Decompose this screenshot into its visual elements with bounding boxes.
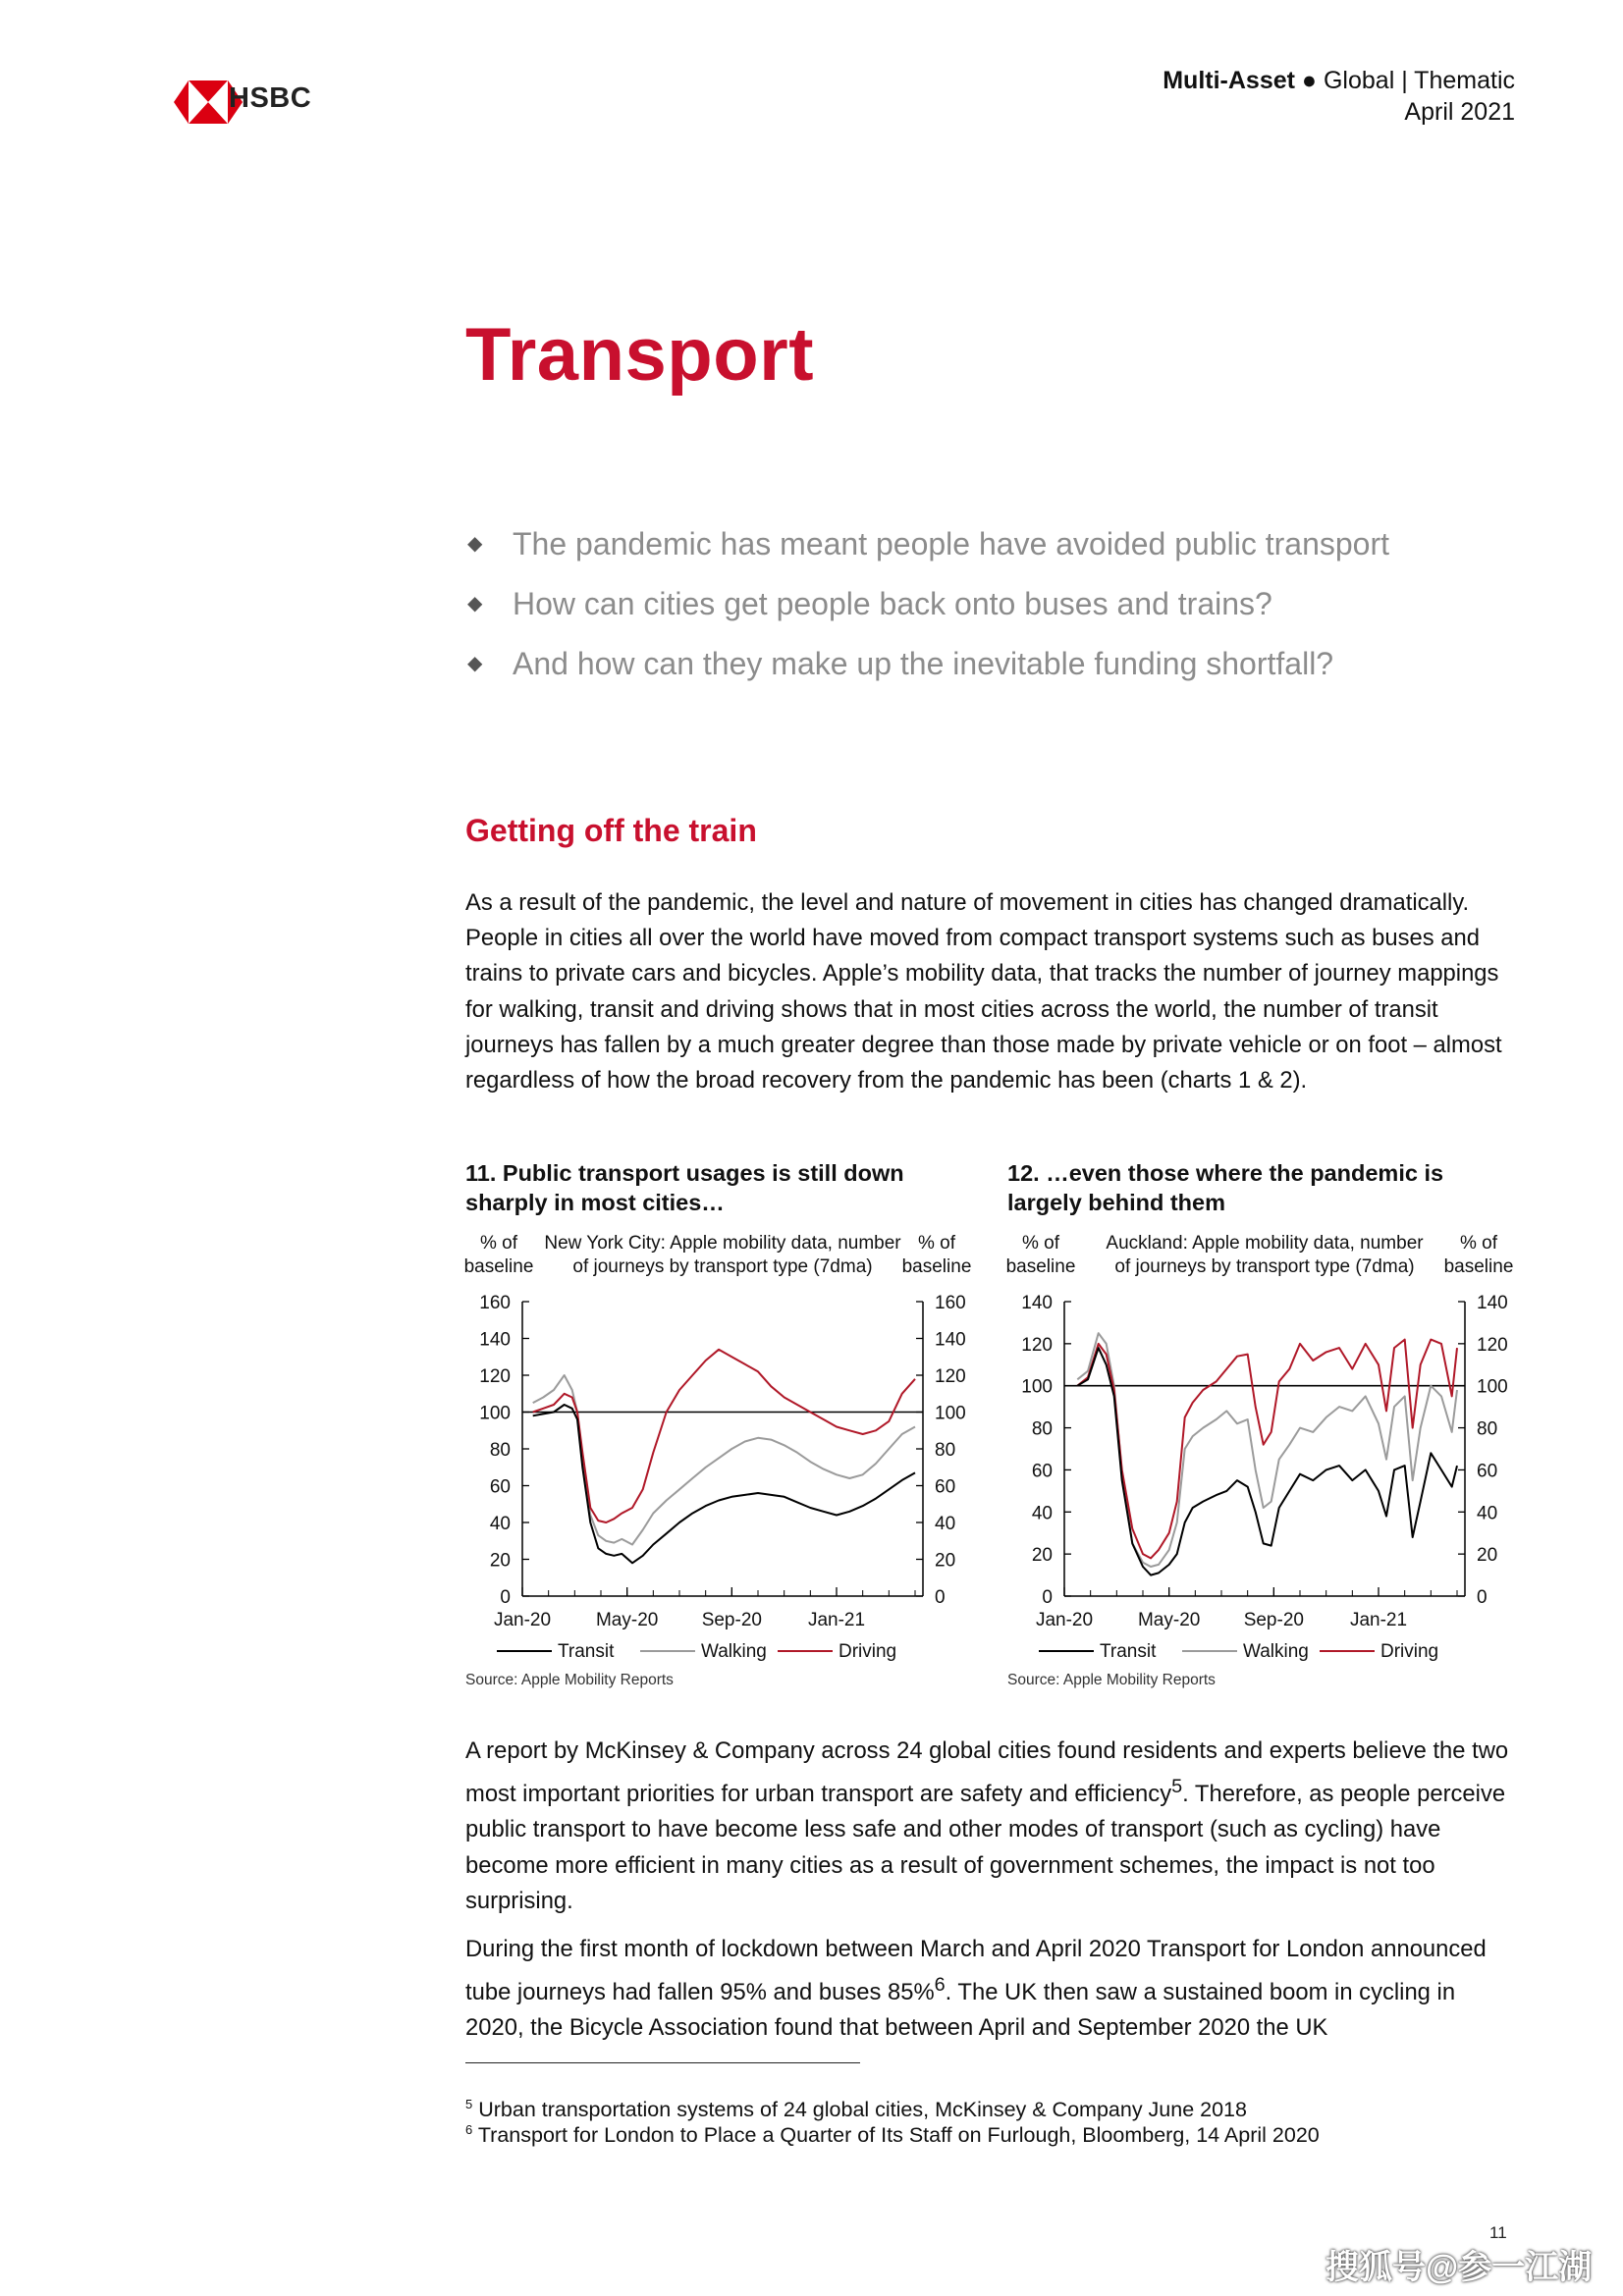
section-heading: Getting off the train — [465, 813, 757, 848]
y-axis-label-line: baseline — [1005, 1256, 1076, 1277]
y-tick-label-right: 20 — [935, 1550, 956, 1572]
x-tick-label: Jan-21 — [807, 1610, 866, 1630]
chart-title-line: of journeys by transport type (7dma) — [572, 1256, 873, 1277]
chart-12-title: 12. …even those where the pandemic is largely behind them — [1007, 1160, 1444, 1215]
y-tick-label-left: 0 — [500, 1587, 511, 1608]
y-axis-label-left — [464, 1233, 534, 1277]
y-tick-label-right: 60 — [935, 1476, 956, 1498]
legend-label-driving: Driving — [839, 1641, 897, 1662]
y-tick-label-right: 0 — [1477, 1587, 1488, 1608]
y-tick-label-left: 20 — [1031, 1545, 1053, 1567]
y-tick-label-right: 140 — [1477, 1293, 1508, 1313]
y-axis-label-line: % of — [479, 1233, 518, 1254]
y-tick-label-right: 100 — [1477, 1376, 1508, 1398]
x-tick-label: May-20 — [1137, 1610, 1201, 1630]
chart-12-source: Source: Apple Mobility Reports — [1007, 1672, 1216, 1688]
report-date: April 2021 — [1404, 98, 1515, 126]
key-point: ◆ How can cities get people back onto buses and trains? — [465, 574, 1389, 634]
intro-paragraph: As a result of the pandemic, the level and nature of movement in cities has changed dramatically. People in cities all over the world have moved from compact transport systems such as buses and trains to private cars and bicycles. Apple’s mobility data, that tracks the number of journey mappings for walking, transit and driving shows that in most cities across the world, the number of transit journeys has fallen by a much greater degree than those made by private vehicle or on foot – almost regardless of how the broad recovery from the pandemic has been (charts 1 & 2). — [465, 889, 1502, 1095]
series-driving-line — [533, 1350, 915, 1522]
y-tick-label-left: 100 — [1021, 1376, 1053, 1398]
key-point: ◆ The pandemic has meant people have avoided public transport — [465, 514, 1389, 574]
chart-11-nyc — [458, 1227, 988, 1669]
y-tick-label-left: 140 — [1021, 1293, 1053, 1313]
series-transit-line — [1077, 1348, 1457, 1575]
y-tick-label-left: 80 — [489, 1440, 511, 1461]
brand-name: HSBC — [229, 82, 312, 114]
y-tick-label-left: 80 — [1031, 1418, 1053, 1440]
y-tick-label-left: 40 — [1031, 1503, 1053, 1524]
footnote-ref: 5 — [1171, 1776, 1183, 1798]
paragraph-text: During the first month of lockdown between March and April 2020 Transport for London announced tube journeys had fallen 95% and buses 85% — [465, 1936, 1487, 2006]
y-tick-label-left: 100 — [479, 1403, 511, 1424]
y-tick-label-right: 20 — [1477, 1545, 1498, 1567]
chart-title-line: Auckland: Apple mobility data, number — [1106, 1233, 1424, 1254]
y-axis-label-line: % of — [1021, 1233, 1060, 1254]
y-tick-label-left: 120 — [479, 1366, 511, 1387]
y-axis-label-right — [902, 1233, 972, 1277]
footnote-text: Transport for London to Place a Quarter of Its Staff on Furlough, Bloomberg, 14 April 2020 — [477, 2123, 1320, 2148]
x-tick-label: May-20 — [595, 1610, 659, 1630]
x-tick-label: Jan-21 — [1349, 1610, 1408, 1630]
y-tick-label-right: 80 — [1477, 1418, 1498, 1440]
series-driving-line — [1077, 1340, 1457, 1559]
footnote-number: 5 — [465, 2097, 473, 2111]
chart-title — [1106, 1233, 1424, 1277]
y-tick-label-right: 160 — [935, 1293, 966, 1313]
y-tick-label-left: 120 — [1021, 1334, 1053, 1356]
legend-label-driving: Driving — [1380, 1641, 1439, 1662]
y-tick-label-left: 140 — [479, 1329, 511, 1351]
footnote-ref: 6 — [934, 1974, 946, 1997]
y-tick-label-right: 100 — [935, 1403, 966, 1424]
paragraph-text: A report by McKinsey & Company across 24 global cities found residents and experts believe the two most important priorities for urban transport are safety and efficiency — [465, 1737, 1509, 1808]
y-axis-label-left — [1006, 1233, 1076, 1277]
y-tick-label-right: 0 — [935, 1587, 946, 1608]
chart-title-line: New York City: Apple mobility data, number — [544, 1233, 901, 1254]
key-points-list — [465, 514, 1389, 694]
x-tick-label: Jan-20 — [493, 1610, 552, 1630]
paragraph-text: . The UK then saw a sustained boom in cycling in 2020, the Bicycle Association found that between April and September 2020 the UK — [465, 1979, 1456, 2042]
report-tags: Global | Thematic — [1323, 67, 1515, 94]
chart-11-title: 11. Public transport usages is still down sharply in most cities… — [465, 1160, 904, 1215]
watermark: 搜狐号@参一江湖 — [1325, 2249, 1593, 2286]
legend-label-transit: Transit — [558, 1641, 615, 1662]
report-type: Multi-Asset — [1163, 67, 1295, 94]
legend-label-transit: Transit — [1100, 1641, 1157, 1662]
y-axis-label-right — [1444, 1233, 1514, 1277]
y-tick-label-right: 140 — [935, 1329, 966, 1351]
footnote-text: Urban transportation systems of 24 global cities, McKinsey & Company June 2018 — [478, 2098, 1247, 2122]
y-axis-label-line: % of — [917, 1233, 956, 1254]
y-tick-label-left: 60 — [1031, 1461, 1053, 1482]
y-tick-label-right: 40 — [935, 1514, 956, 1534]
y-tick-label-left: 0 — [1042, 1587, 1053, 1608]
x-tick-label: Sep-20 — [1243, 1610, 1304, 1630]
y-tick-label-right: 80 — [935, 1440, 956, 1461]
footnote-6 — [465, 2122, 1320, 2148]
x-tick-label: Jan-20 — [1035, 1610, 1094, 1630]
paragraph-text: . Therefore, as people perceive public transport to have become less safe and other modes of transport (such as cycling) have become more efficient in many cities as a result of government schemes, the impact is not too surprising. — [465, 1781, 1506, 1914]
y-tick-label-left: 20 — [489, 1550, 511, 1572]
y-tick-label-left: 60 — [489, 1476, 511, 1498]
page-title: Transport — [465, 313, 814, 397]
y-axis-label-line: % of — [1459, 1233, 1498, 1254]
legend-label-walking: Walking — [701, 1641, 767, 1662]
x-tick-label: Sep-20 — [701, 1610, 762, 1630]
series-transit-line — [533, 1405, 915, 1563]
bullet-dot: ● — [1301, 67, 1318, 94]
paragraph-tfl — [465, 1932, 1516, 2047]
report-header — [1163, 65, 1515, 128]
legend-label-walking: Walking — [1243, 1641, 1309, 1662]
y-axis-label-line: baseline — [1443, 1256, 1514, 1277]
y-axis-label-line: baseline — [901, 1256, 972, 1277]
footnote-number: 6 — [465, 2122, 473, 2137]
y-axis-label-line: baseline — [463, 1256, 534, 1277]
chart-11-source: Source: Apple Mobility Reports — [465, 1672, 674, 1688]
y-tick-label-left: 40 — [489, 1514, 511, 1534]
chart-12-auckland — [1000, 1227, 1530, 1669]
y-tick-label-right: 120 — [935, 1366, 966, 1387]
y-tick-label-left: 160 — [479, 1293, 511, 1313]
y-tick-label-right: 60 — [1477, 1461, 1498, 1482]
chart-title-line: of journeys by transport type (7dma) — [1114, 1256, 1415, 1277]
page-number: 11 — [1489, 2223, 1507, 2242]
y-tick-label-right: 120 — [1477, 1334, 1508, 1356]
chart-title — [544, 1233, 901, 1277]
footnote-5 — [465, 2097, 1247, 2122]
key-point: ◆ And how can they make up the inevitable funding shortfall? — [465, 634, 1389, 694]
footnote-divider — [465, 2062, 860, 2063]
y-tick-label-right: 40 — [1477, 1503, 1498, 1524]
paragraph-mckinsey — [465, 1734, 1516, 1919]
